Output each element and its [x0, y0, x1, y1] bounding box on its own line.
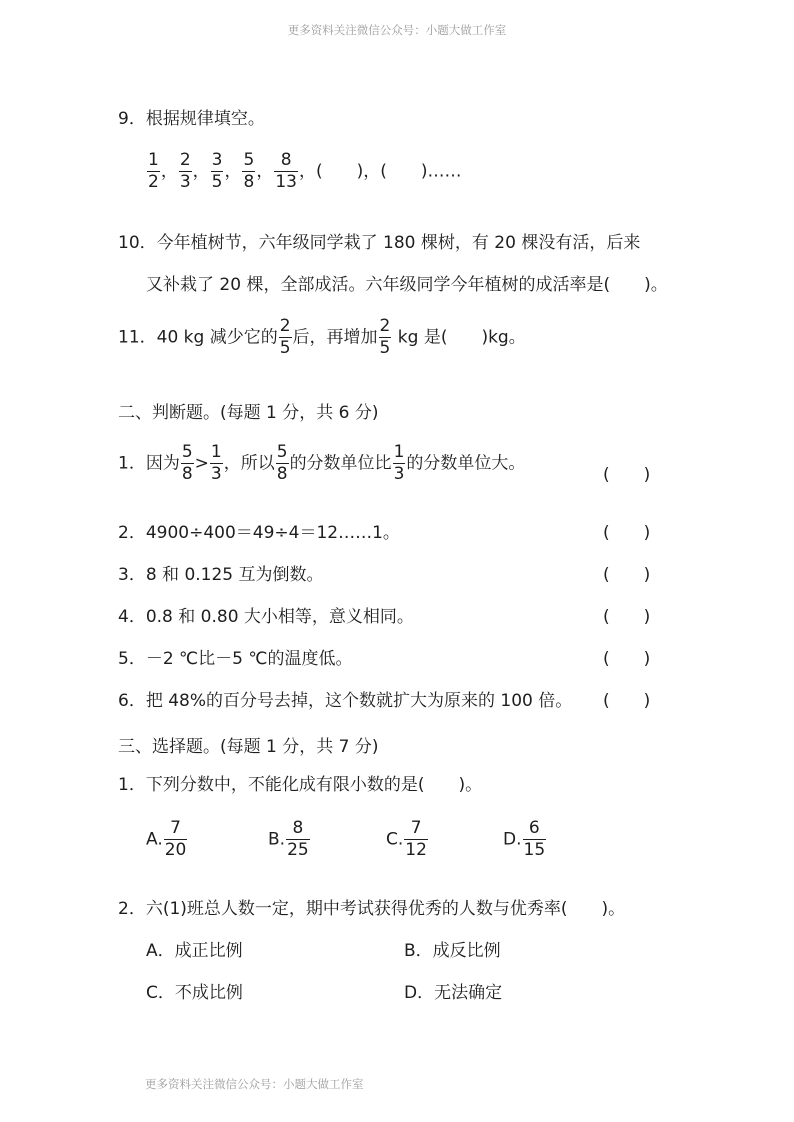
fraction: $\frac{5}{8}$	[181, 442, 193, 484]
fraction: $\frac{7}{20}$	[164, 818, 187, 860]
choice-option-d[interactable]: D．无法确定	[404, 983, 503, 1003]
section-2-heading: 二、判断题。(每题 1 分，共 6 分)	[118, 403, 379, 423]
choice-option-b[interactable]: B．成反比例	[404, 941, 501, 961]
choice-option-a[interactable]: A．成正比例	[146, 941, 243, 961]
fraction: $\frac{2}{5}$	[279, 316, 291, 358]
fraction: $\frac{7}{12}$	[405, 818, 427, 860]
fraction: $\frac{6}{15}$	[523, 818, 546, 860]
judge-blank[interactable]: ( )	[603, 523, 651, 543]
judge-item-1: 1．因为 $\frac{5}{8}$ > $\frac{1}{3}$ ，所以 $\frac{5}{8}$ 的分数单位比 $\frac{1}{3}$ 的分数单位大。	[118, 442, 526, 484]
fraction: $\frac{5}{8}$	[276, 442, 288, 484]
choice-question-1: 1．下列分数中，不能化成有限小数的是( )。	[118, 775, 483, 795]
section-3-heading: 三、选择题。(每题 1 分，共 7 分)	[118, 737, 379, 757]
question-10-line-1: 10．今年植树节，六年级同学栽了 180 棵树，有 20 棵没有活，后来	[118, 233, 641, 253]
fraction: $\frac{2}{5}$	[379, 316, 391, 358]
choice-option-a[interactable]: A. $\frac{7}{20}$	[146, 818, 187, 860]
sequence-fraction: $\frac{8}{13}$	[275, 150, 297, 192]
judge-blank[interactable]: ( )	[603, 465, 651, 485]
question-10-line-2: 又补栽了 20 棵，全部成活。六年级同学今年植树的成活率是( )。	[146, 275, 668, 295]
judge-item-4: 4．0.8 和 0.80 大小相等，意义相同。	[118, 607, 414, 627]
sequence-fraction: $\frac{1}{2}$	[148, 150, 159, 192]
choice-option-c[interactable]: C. $\frac{7}{12}$	[386, 818, 427, 860]
sequence-fraction: $\frac{3}{5}$	[211, 150, 223, 192]
fraction: $\frac{1}{3}$	[393, 442, 405, 484]
question-11: 11．40 kg 减少它的 $\frac{2}{5}$ 后，再增加 $\frac{2}{5}$ kg 是( )kg。	[118, 316, 526, 358]
sequence-fraction: $\frac{2}{3}$	[179, 150, 191, 192]
question-9-sequence: $\frac{1}{2}$ ， $\frac{2}{3}$ ， $\frac{3}{5}$ ， $\frac{5}{8}$ ， $\frac{8}{13}$ ，( )，( )……	[148, 150, 462, 192]
question-9-text: 9．根据规律填空。	[118, 109, 265, 129]
judge-item-5: 5．－2 ℃比－5 ℃的温度低。	[118, 649, 353, 669]
fraction: $\frac{1}{3}$	[210, 442, 222, 484]
judge-blank[interactable]: ( )	[603, 691, 651, 711]
sequence-fraction: $\frac{5}{8}$	[243, 150, 255, 192]
choice-option-d[interactable]: D. $\frac{6}{15}$	[503, 818, 546, 860]
judge-blank[interactable]: ( )	[603, 607, 651, 627]
judge-item-3: 3．8 和 0.125 互为倒数。	[118, 565, 324, 585]
answer-blank[interactable]: ( )	[380, 161, 428, 182]
answer-blank[interactable]: ( )	[315, 161, 364, 182]
judge-item-2: 2．4900÷400＝49÷4＝12……1。	[118, 523, 400, 543]
choice-option-b[interactable]: B. $\frac{8}{25}$	[268, 818, 309, 860]
judge-blank[interactable]: ( )	[603, 649, 651, 669]
watermark-top: 更多资料关注微信公众号：小题大做工作室	[287, 23, 507, 37]
watermark-bottom: 更多资料关注微信公众号：小题大做工作室	[145, 1077, 364, 1091]
choice-question-2: 2．六(1)班总人数一定，期中考试获得优秀的人数与优秀率( )。	[118, 899, 626, 919]
fraction: $\frac{8}{25}$	[287, 818, 309, 860]
judge-item-6: 6．把 48%的百分号去掉，这个数就扩大为原来的 100 倍。	[118, 691, 573, 711]
judge-blank[interactable]: ( )	[603, 565, 651, 585]
choice-option-c[interactable]: C．不成比例	[146, 983, 243, 1003]
